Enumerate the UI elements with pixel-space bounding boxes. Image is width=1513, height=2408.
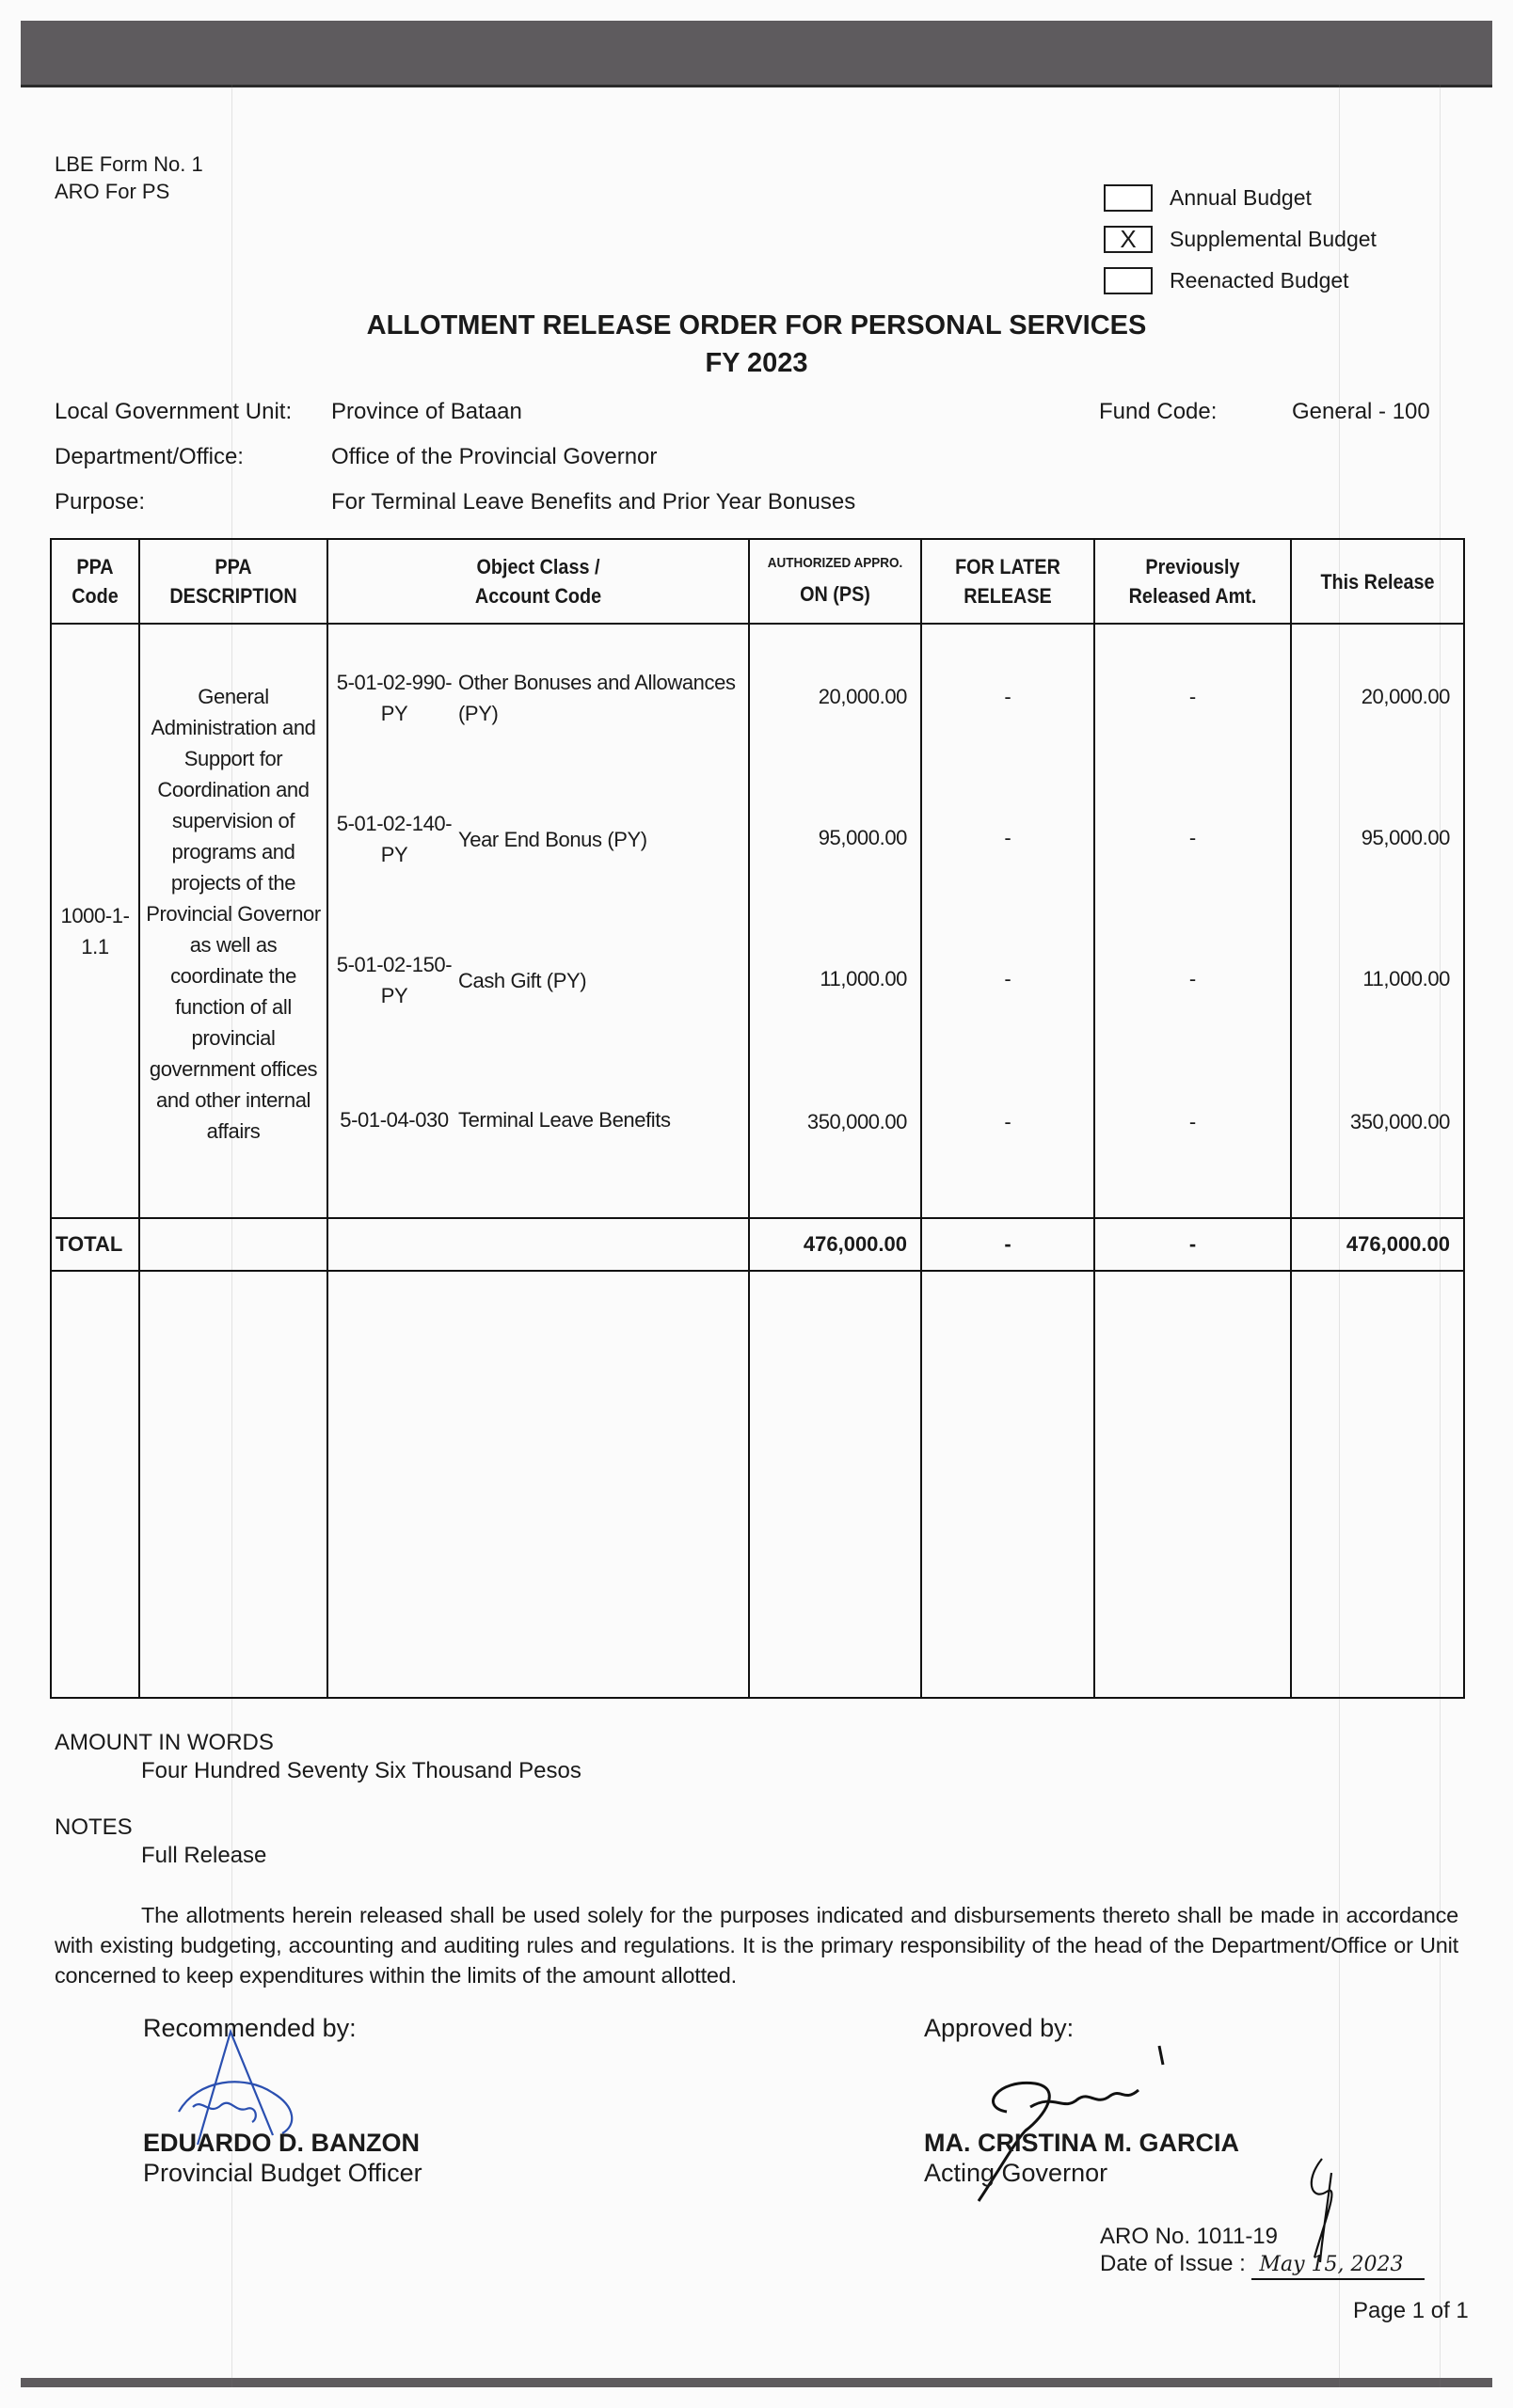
approver-title: Acting Governor: [924, 2159, 1108, 2187]
allotment-table: [50, 538, 1465, 1699]
ppa-description-line: provincial: [191, 1026, 276, 1050]
total-authorized: 476,000.00: [749, 1218, 921, 1271]
recommended-by-label: Recommended by:: [143, 2014, 357, 2042]
budget-type-supplemental[interactable]: [1104, 218, 1377, 260]
annual-budget-label: Annual Budget: [1170, 184, 1312, 210]
budget-type-group: [1104, 177, 1377, 301]
empty-cell: [327, 1271, 749, 1698]
header-text: PPA: [76, 555, 114, 578]
ppa-description-cell: [139, 624, 327, 1218]
authorized-amount: 11,000.00: [820, 967, 907, 990]
this-release-amount: 95,000.00: [1361, 826, 1450, 849]
department-value: Office of the Provincial Governor: [331, 444, 658, 469]
lgu-label: Local Government Unit:: [55, 399, 293, 424]
header-text: PPA: [215, 555, 252, 578]
notes: [55, 1814, 266, 1870]
purpose-value: For Terminal Leave Benefits and Prior Year Bonuses: [331, 489, 856, 515]
notes-value: Full Release: [141, 1843, 267, 1868]
this-release-cell: [1291, 624, 1464, 1218]
form-id: [55, 150, 203, 205]
header-text: Account Code: [474, 584, 602, 608]
account-code: 5-01-02-140- PY: [336, 812, 453, 866]
reenacted-budget-label: Reenacted Budget: [1170, 267, 1349, 293]
previously-released-amount: -: [1188, 967, 1197, 990]
table-body-row: [51, 624, 1464, 1218]
header-ppa-description: [149, 539, 318, 624]
ppa-description-line: projects of the: [170, 871, 296, 895]
ppa-description-line: Coordination and: [157, 778, 310, 801]
header-text: Previously: [1145, 555, 1240, 578]
total-empty: [327, 1218, 749, 1271]
approved-by-label: Approved by:: [924, 2014, 1075, 2042]
object-class-name: Terminal Leave Benefits: [458, 1108, 671, 1132]
ppa-code: [52, 900, 138, 962]
ppa-description-line: affairs: [206, 1119, 261, 1143]
ppa-description-line: Provincial Governor: [146, 902, 321, 926]
ppa-description-line: programs and: [171, 840, 295, 863]
ppa-description-line: and other internal: [155, 1088, 311, 1112]
date-of-issue-value: May 15, 2023: [1251, 2251, 1425, 2280]
previously-released-amount: -: [1188, 826, 1197, 849]
aro-info: [1100, 2223, 1425, 2280]
object-class-row: [334, 808, 744, 870]
header-text: DESCRIPTION: [169, 584, 297, 608]
header-previously-released: [1104, 539, 1281, 624]
date-of-issue: [1100, 2250, 1425, 2280]
supplemental-budget-label: Supplemental Budget: [1170, 226, 1377, 251]
ppa-description-line: coordinate the: [170, 964, 296, 988]
header-text: Object Class /: [476, 555, 600, 578]
for-later-release-amount: -: [1004, 826, 1011, 849]
table-total-row: [51, 1218, 1464, 1271]
this-release-amount: 350,000.00: [1349, 1110, 1450, 1133]
total-label: TOTAL: [51, 1218, 139, 1271]
approver-name: MA. CRISTINA M. GARCIA: [924, 2129, 1239, 2157]
recommender-name: EDUARDO D. BANZON: [143, 2129, 420, 2157]
header-text: Released Amt.: [1128, 584, 1257, 608]
ppa-description-line: supervision of: [171, 809, 295, 832]
amount-in-words-value: Four Hundred Seventy Six Thousand Pesos: [141, 1758, 581, 1783]
previously-released-amount: -: [1188, 685, 1197, 708]
empty-cell: [749, 1271, 921, 1698]
object-class-row: [334, 949, 744, 1011]
document-title: ALLOTMENT RELEASE ORDER FOR PERSONAL SERVICES: [366, 310, 1147, 341]
object-class-cell: [327, 624, 749, 1218]
account-code: 5-01-02-150- PY: [336, 953, 453, 1007]
purpose-label: Purpose:: [55, 489, 146, 515]
reenacted-budget-checkbox[interactable]: [1104, 267, 1153, 294]
lgu-value: Province of Bataan: [331, 399, 522, 424]
ppa-description: [142, 681, 325, 1147]
total-this-release: 476,000.00: [1291, 1218, 1464, 1271]
approver: [924, 2128, 1239, 2188]
object-class-name: Cash Gift (PY): [458, 968, 587, 992]
empty-cell: [139, 1271, 327, 1698]
header-text: Code: [72, 584, 119, 608]
authorized-cell: [749, 624, 921, 1218]
fiscal-year: FY 2023: [705, 348, 808, 378]
supplemental-budget-checkbox[interactable]: X: [1104, 226, 1153, 253]
budget-type-reenacted[interactable]: [1104, 260, 1377, 301]
for-later-release-amount: -: [1004, 967, 1011, 990]
ppa-description-line: function of all: [175, 995, 292, 1019]
empty-cell: [921, 1271, 1094, 1698]
total-previously-released: -: [1094, 1218, 1291, 1271]
for-later-release-cell: [921, 624, 1094, 1218]
annual-budget-checkbox[interactable]: [1104, 184, 1153, 212]
header-ppa-code: [56, 539, 135, 624]
scan-top-band: [21, 21, 1492, 87]
amount-in-words: [55, 1729, 581, 1785]
ppa-code-line: 1.1: [81, 935, 109, 958]
object-class-name: Year End Bonus (PY): [458, 827, 647, 851]
budget-type-annual[interactable]: [1104, 177, 1377, 218]
header-for-later-release: [930, 539, 1086, 624]
responsibility-paragraph: The allotments herein released shall be used solely for the purposes indicated and disbursements thereto shall be made in accordance with existing budgeting, accounting and auditing rules and regulations. It is the primary responsibility of the head of the Department/Office or Unit concerned to keep expenditures within the limits of the amount allotted.: [55, 1903, 1458, 1988]
department-label: Department/Office:: [55, 444, 244, 469]
total-empty: [139, 1218, 327, 1271]
account-code: 5-01-02-990- PY: [336, 671, 453, 725]
empty-cell: [1094, 1271, 1291, 1698]
header-text: ON (PS): [800, 581, 870, 606]
ppa-description-line: as well as: [189, 933, 278, 957]
header-object-class: [348, 539, 727, 624]
aro-number-label: ARO No.: [1100, 2224, 1191, 2249]
aro-number: [1100, 2223, 1425, 2250]
page-number: Page 1 of 1: [1353, 2298, 1469, 2323]
fund-code-label: Fund Code:: [1099, 399, 1218, 424]
account-code: 5-01-04-030: [340, 1108, 449, 1132]
object-class-row: [334, 667, 744, 729]
total-for-later-release: -: [921, 1218, 1094, 1271]
object-class-name: Other Bonuses and Allowances (PY): [458, 671, 736, 725]
table-empty-row: [51, 1271, 1464, 1698]
notes-label: NOTES: [55, 1814, 133, 1840]
scan-bottom-band: [21, 2378, 1492, 2387]
ppa-code-line: 1000-1-: [60, 904, 130, 927]
form-number: LBE Form No. 1: [55, 152, 203, 176]
authorized-amount: 350,000.00: [806, 1110, 907, 1133]
previously-released-amount: -: [1188, 1110, 1197, 1133]
for-later-release-amount: -: [1004, 1110, 1011, 1133]
recommender-title: Provincial Budget Officer: [143, 2159, 422, 2187]
header-text: AUTHORIZED APPRO.: [767, 554, 903, 571]
header-text: FOR LATER: [955, 555, 1060, 578]
ppa-description-line: Administration and: [151, 716, 316, 739]
ppa-description-line: government offices: [149, 1057, 318, 1081]
date-of-issue-label: Date of Issue :: [1100, 2251, 1246, 2276]
authorized-amount: 20,000.00: [818, 685, 907, 708]
previously-released-cell: [1094, 624, 1291, 1218]
for-later-release-amount: -: [1004, 685, 1011, 708]
empty-cell: [1291, 1271, 1464, 1698]
this-release-amount: 20,000.00: [1361, 685, 1450, 708]
this-release-amount: 11,000.00: [1362, 967, 1450, 990]
header-this-release: This Release: [1299, 539, 1456, 624]
header-text: RELEASE: [964, 584, 1052, 608]
authorized-amount: 95,000.00: [818, 826, 907, 849]
ppa-description-line: General: [198, 685, 269, 708]
header-authorized-appro: [757, 539, 913, 624]
form-type: ARO For PS: [55, 180, 170, 203]
table-header-row: [51, 539, 1464, 624]
amount-in-words-label: AMOUNT IN WORDS: [55, 1730, 274, 1755]
object-class-row: [334, 1104, 744, 1135]
ppa-code-cell: [51, 624, 139, 1218]
empty-cell: [51, 1271, 139, 1698]
fund-code-value: General - 100: [1292, 399, 1430, 424]
aro-number-value: 1011-19: [1196, 2224, 1278, 2249]
ppa-description-line: Support for: [183, 747, 283, 770]
recommender: [143, 2128, 422, 2188]
